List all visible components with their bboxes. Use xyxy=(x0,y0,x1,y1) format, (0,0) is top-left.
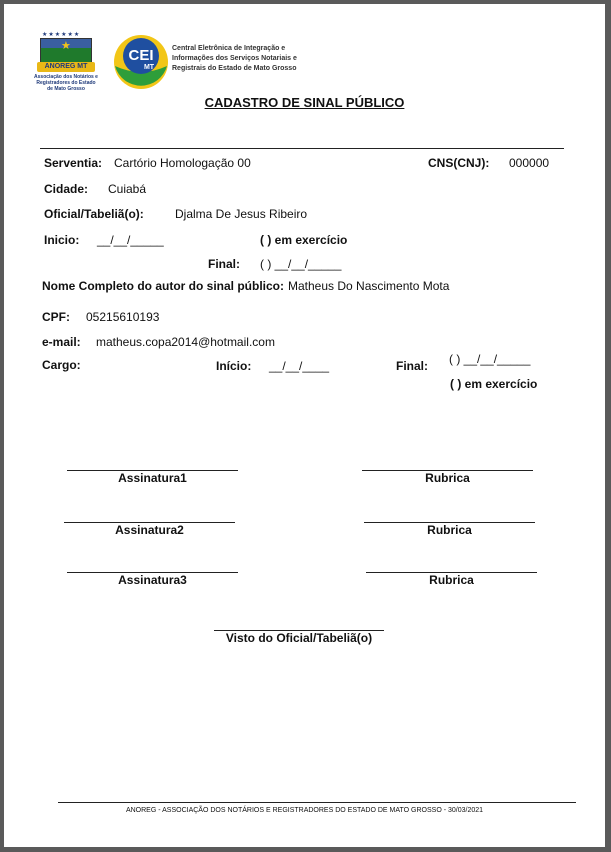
cei-logo-icon xyxy=(113,34,169,90)
signature-label: Assinatura1 xyxy=(118,471,187,485)
em-exercicio2: ( ) em exercício xyxy=(450,377,538,391)
email-value: matheus.copa2014@hotmail.com xyxy=(96,335,275,349)
cidade-label: Cidade: xyxy=(44,182,89,196)
final1-value: ( ) __/__/_____ xyxy=(260,257,342,271)
inicio2-value: __/__/____ xyxy=(269,359,330,373)
oficial-value: Djalma De Jesus Ribeiro xyxy=(175,207,308,221)
rubrica-label: Rubrica xyxy=(427,523,472,537)
rubrica-label: Rubrica xyxy=(429,573,474,587)
serventia-label: Serventia: xyxy=(44,156,103,170)
document-title: CADASTRO DE SINAL PÚBLICO xyxy=(204,95,405,110)
rubrica-label: Rubrica xyxy=(425,471,470,485)
footer-text: ANOREG - ASSOCIAÇÃO DOS NOTÁRIOS E REGISTRADORES DO ESTADO DE MATO GROSSO - 30/03/2021 xyxy=(125,807,484,814)
document-page xyxy=(4,4,605,847)
final2-value: ( ) __/__/_____ xyxy=(449,352,531,366)
cns-value: 000000 xyxy=(509,156,550,170)
inicio1-value: __/__/_____ xyxy=(97,233,164,247)
email-label: e-mail: xyxy=(42,335,81,349)
cpf-label: CPF: xyxy=(42,310,70,324)
visto-label: Visto do Oficial/Tabeliã(o) xyxy=(225,631,373,645)
final1-label: Final: xyxy=(208,257,240,271)
footer-divider xyxy=(58,802,576,803)
oficial-label: Oficial/Tabeliã(o): xyxy=(44,207,144,221)
cidade-value: Cuiabá xyxy=(108,182,147,196)
signature-label: Assinatura2 xyxy=(115,523,184,537)
anoreg-label: ANOREG MT xyxy=(37,62,95,72)
anoreg-subtitle: Associação dos Notários e Registradores do Estado de Mato Grosso xyxy=(34,74,98,92)
cpf-value: 05215610193 xyxy=(86,310,160,324)
cei-logo-text: CEI xyxy=(128,47,154,64)
cns-label: CNS(CNJ): xyxy=(428,156,490,170)
signature-label: Assinatura3 xyxy=(118,573,187,587)
final2-label: Final: xyxy=(396,359,428,373)
nome-value: Matheus Do Nascimento Mota xyxy=(288,279,450,293)
cargo-label: Cargo: xyxy=(42,358,81,372)
inicio1-label: Inicio: xyxy=(44,233,80,247)
anoreg-stars-icon: ★★★★★★ xyxy=(42,32,81,38)
nome-label: Nome Completo do autor do sinal público: xyxy=(42,279,284,293)
serventia-value: Cartório Homologação 00 xyxy=(114,156,251,170)
cei-description: Central Eletrônica de Integração e Informações dos Serviços Notariais e Registrais do Estado de Mato Grosso xyxy=(172,45,297,72)
anoreg-flag-icon: ★ xyxy=(40,38,92,64)
em-exercicio1: ( ) em exercício xyxy=(260,233,348,247)
cei-logo-sub: MT xyxy=(143,64,155,71)
header-divider xyxy=(40,148,564,149)
inicio2-label: Início: xyxy=(216,359,252,373)
